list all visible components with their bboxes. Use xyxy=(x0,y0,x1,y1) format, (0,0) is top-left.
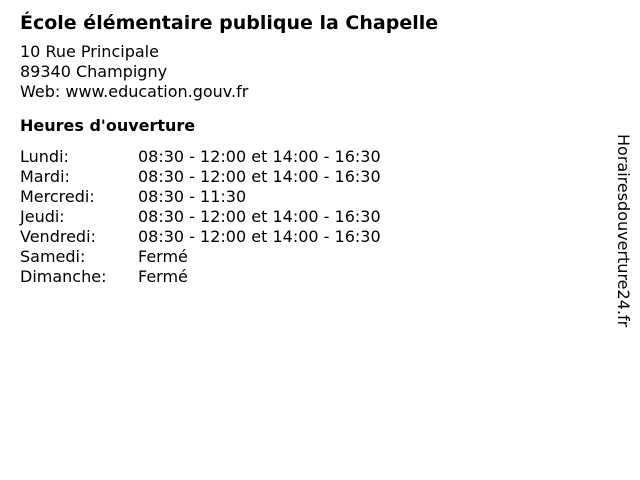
opening-hours-table xyxy=(20,147,600,287)
time-value-tuesday: 08:30 - 12:00 et 14:00 - 16:30 xyxy=(138,167,381,186)
website-link[interactable]: Web: www.education.gouv.fr xyxy=(20,82,249,101)
hours-row-tuesday xyxy=(20,167,600,187)
time-value-wednesday: 08:30 - 11:30 xyxy=(138,187,247,206)
hours-row-thursday xyxy=(20,207,600,227)
city-address: 89340 Champigny xyxy=(20,62,168,81)
time-value-monday: 08:30 - 12:00 et 14:00 - 16:30 xyxy=(138,147,381,166)
day-label-sunday: Dimanche: xyxy=(20,267,107,286)
school-name: École élémentaire publique la Chapelle xyxy=(20,12,439,34)
time-value-thursday: 08:30 - 12:00 et 14:00 - 16:30 xyxy=(138,207,381,226)
time-value-sunday: Fermé xyxy=(138,267,188,286)
time-value-saturday: Fermé xyxy=(138,247,188,266)
hours-row-monday xyxy=(20,147,600,167)
day-label-saturday: Samedi: xyxy=(20,247,86,266)
hours-row-sunday xyxy=(20,267,600,287)
hours-row-friday xyxy=(20,227,600,247)
time-value-friday: 08:30 - 12:00 et 14:00 - 16:30 xyxy=(138,227,381,246)
school-info-card xyxy=(20,10,600,287)
street-address: 10 Rue Principale xyxy=(20,42,159,61)
address-block xyxy=(20,42,600,102)
opening-hours-heading: Heures d'ouverture xyxy=(20,116,196,135)
hours-row-saturday xyxy=(20,247,600,267)
day-label-tuesday: Mardi: xyxy=(20,167,70,186)
day-label-wednesday: Mercredi: xyxy=(20,187,95,206)
day-label-thursday: Jeudi: xyxy=(20,207,65,226)
hours-row-wednesday xyxy=(20,187,600,207)
day-label-monday: Lundi: xyxy=(20,147,69,166)
brand-watermark: Horairesdouverture24.fr xyxy=(614,134,633,328)
day-label-friday: Vendredi: xyxy=(20,227,96,246)
